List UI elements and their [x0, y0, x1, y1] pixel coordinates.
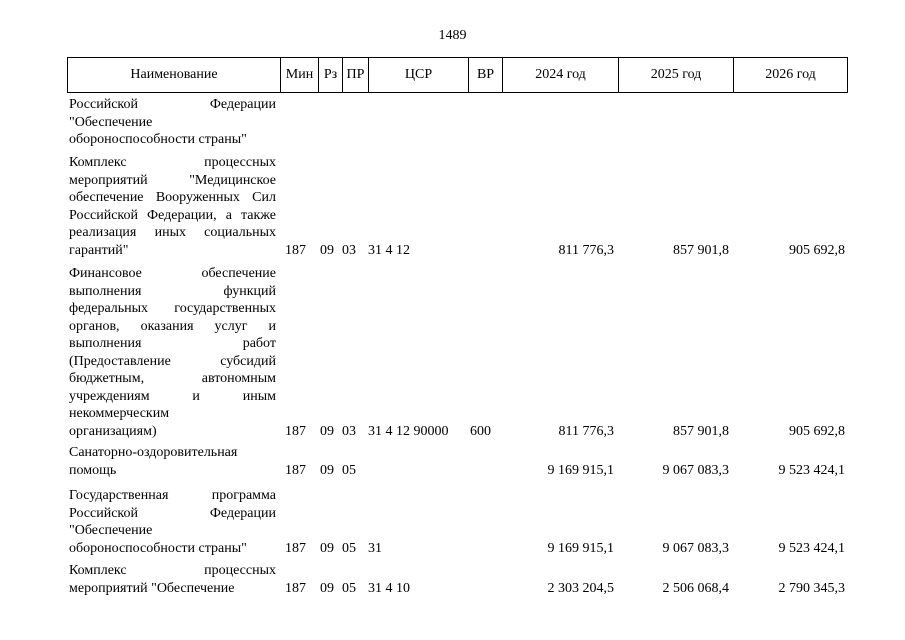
row-name-line: Комплекс процессных: [69, 155, 276, 170]
cell-pr: 05: [342, 540, 356, 556]
cell-2026: 9 523 424,1: [778, 540, 845, 556]
row-name-line: Санаторно-оздоровительная: [69, 445, 238, 460]
row-name-line: гарантий": [69, 242, 129, 258]
row-name: [69, 444, 276, 479]
cell-2024: 9 169 915,1: [547, 540, 614, 556]
cell-2026: 905 692,8: [789, 242, 845, 258]
cell-csr: 31 4 12: [368, 242, 410, 258]
header-vr: ВР: [468, 58, 502, 92]
cell-min: 187: [285, 462, 306, 478]
header-2024: 2024 год: [502, 58, 618, 92]
row-name-line: мероприятий "Медицинское: [69, 172, 276, 188]
header-min: Мин: [280, 58, 318, 92]
cell-pr: 05: [342, 580, 356, 596]
row-name: [69, 487, 276, 557]
page-number: 1489: [438, 28, 467, 43]
row-name: [69, 154, 276, 259]
row-name-line: некоммерческим: [69, 406, 170, 421]
budget-table: [67, 0, 848, 640]
cell-2026: 2 790 345,3: [778, 580, 845, 596]
header-2026: 2026 год: [733, 58, 847, 92]
header-rz: Рз: [318, 58, 342, 92]
row-name-line: помощь: [69, 462, 117, 478]
cell-csr: 31: [368, 540, 382, 556]
row-name-line: органов, оказания услуг и: [69, 318, 276, 334]
cell-pr: 03: [342, 242, 356, 258]
cell-2024: 811 776,3: [558, 423, 614, 439]
row-name-line: выполнения работ: [69, 336, 276, 351]
row-name-line: выполнения функций: [69, 283, 276, 299]
cell-rz: 09: [320, 580, 334, 596]
row-name-line: федеральных государственных: [69, 301, 276, 316]
row-name-line: реализация иных социальных: [69, 225, 276, 240]
cell-2024: 811 776,3: [558, 242, 614, 258]
header-name: Наименование: [130, 67, 218, 82]
cell-vr: 600: [470, 423, 491, 439]
cell-rz: 09: [320, 540, 334, 556]
row-name: [69, 96, 276, 149]
row-name-line: обороноспособности страны": [69, 540, 247, 556]
cell-rz: 09: [320, 242, 334, 258]
row-name: [69, 562, 276, 597]
row-name-line: Российской Федерации, а также: [69, 207, 276, 223]
cell-2024: 2 303 204,5: [547, 580, 614, 596]
row-name-line: организациям): [69, 423, 157, 439]
row-name-line: бюджетным, автономным: [69, 371, 276, 386]
cell-rz: 09: [320, 423, 334, 439]
row-name-line: мероприятий "Обеспечение: [69, 580, 235, 596]
table-header: [67, 57, 848, 93]
cell-min: 187: [285, 580, 306, 596]
cell-pr: 03: [342, 423, 356, 439]
header-pr: ПР: [342, 58, 368, 92]
header-csr: ЦСР: [368, 58, 468, 92]
cell-2025: 9 067 083,3: [662, 540, 729, 556]
cell-csr: 31 4 10: [368, 580, 410, 596]
cell-csr: 31 4 12 90000: [368, 423, 449, 439]
row-name-line: Финансовое обеспечение: [69, 266, 276, 281]
row-name-line: Российской Федерации: [69, 97, 276, 112]
cell-rz: 09: [320, 462, 334, 478]
row-name-line: Комплекс процессных: [69, 563, 276, 578]
row-name-line: учреждениям и иным: [69, 388, 276, 404]
row-name-line: (Предоставление субсидий: [69, 353, 276, 369]
row-name-line: обороноспособности страны": [69, 132, 247, 147]
cell-2025: 857 901,8: [673, 423, 729, 439]
cell-2026: 9 523 424,1: [778, 462, 845, 478]
row-name-line: Государственная программа: [69, 488, 276, 503]
row-name-line: Российской Федерации: [69, 505, 276, 521]
cell-min: 187: [285, 242, 306, 258]
cell-pr: 05: [342, 462, 356, 478]
cell-min: 187: [285, 423, 306, 439]
cell-2026: 905 692,8: [789, 423, 845, 439]
row-name: [69, 265, 276, 440]
header-2025: 2025 год: [618, 58, 733, 92]
row-name-line: "Обеспечение: [69, 114, 153, 130]
cell-2024: 9 169 915,1: [547, 462, 614, 478]
cell-min: 187: [285, 540, 306, 556]
row-name-line: обеспечение Вооруженных Сил: [69, 190, 276, 205]
row-name-line: "Обеспечение: [69, 523, 153, 538]
cell-2025: 9 067 083,3: [662, 462, 729, 478]
cell-2025: 857 901,8: [673, 242, 729, 258]
cell-2025: 2 506 068,4: [662, 580, 729, 596]
